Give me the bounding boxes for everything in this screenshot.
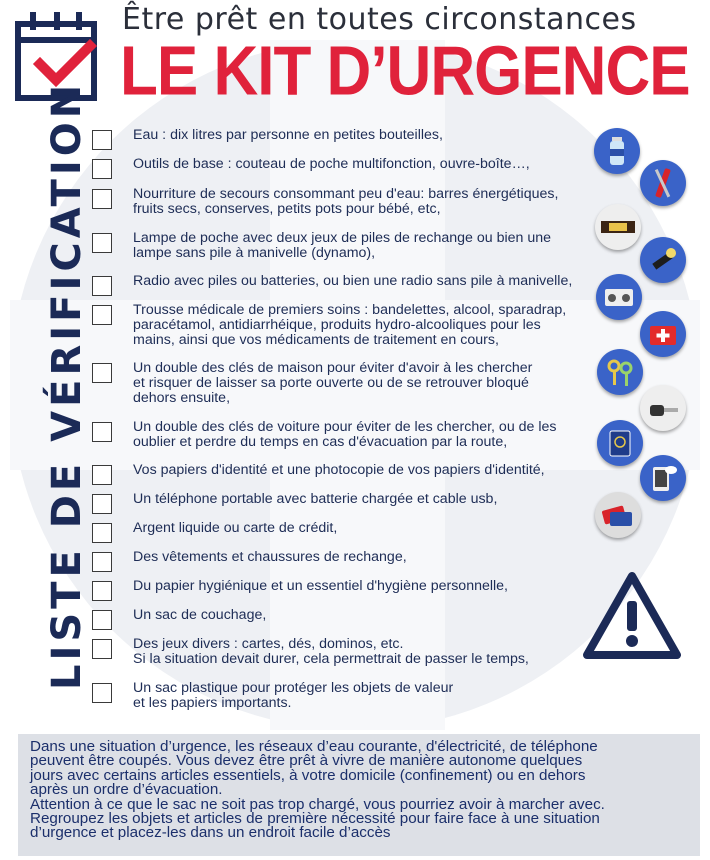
checkbox[interactable]	[92, 159, 112, 179]
multitool-knife-icon	[640, 160, 686, 206]
checkbox[interactable]	[92, 581, 112, 601]
checkbox[interactable]	[92, 494, 112, 514]
checkbox[interactable]	[92, 683, 112, 703]
checklist-item-text: Vos papiers d'identité et une photocopie de vos papiers d'identité,	[133, 462, 545, 478]
passport-icon	[597, 420, 643, 466]
checkbox[interactable]	[92, 422, 112, 442]
checkbox[interactable]	[92, 610, 112, 630]
checklist-item-text: Trousse médicale de premiers soins : bandelettes, alcool, sparadrap, paracétamol, antidiarrhéique, produits hydro-alcooliques pour les mains, ainsi que vos médicaments de traitement en cours,	[133, 302, 567, 348]
checklist-item-text: Nourriture de secours consommant peu d'eau: barres énergétiques, fruits secs, conserves, petits pots pour bébé, etc,	[133, 186, 559, 217]
checklist-item-text: Des vêtements et chaussures de rechange,	[133, 549, 407, 565]
checklist-item-text: Des jeux divers : cartes, dés, dominos, etc. Si la situation devait durer, cela permettrait de passer le temps,	[133, 636, 529, 667]
checklist-item-text: Un sac de couchage,	[133, 607, 267, 623]
water-bottle-icon	[594, 128, 640, 174]
first-aid-kit-icon	[640, 311, 686, 357]
checklist-side-label: LISTE DE VÉRIFICATION	[44, 80, 90, 690]
warning-triangle-icon	[582, 571, 682, 661]
credit-cards-icon	[595, 492, 641, 538]
checkbox[interactable]	[92, 465, 112, 485]
car-key-icon	[640, 385, 686, 431]
checkbox[interactable]	[92, 276, 112, 296]
flashlight-icon	[640, 237, 686, 283]
checkbox[interactable]	[92, 189, 112, 209]
radio-icon	[596, 274, 642, 320]
checklist-item-text: Outils de base : couteau de poche multifonction, ouvre-boîte…,	[133, 156, 530, 172]
page-subtitle: Être prêt en toutes circonstances	[122, 2, 637, 37]
checkbox[interactable]	[92, 233, 112, 253]
checklist-item-text: Un sac plastique pour protéger les objets de valeur et les papiers importants.	[133, 680, 454, 711]
energy-bar-icon	[595, 204, 641, 250]
checklist-item-text: Radio avec piles ou batteries, ou bien une radio sans pile à manivelle,	[133, 273, 573, 289]
checkbox[interactable]	[92, 639, 112, 659]
page-title: LE KIT D’URGENCE	[120, 33, 690, 111]
checklist-item-text: Argent liquide ou carte de crédit,	[133, 520, 338, 536]
checklist-item-text: Eau : dix litres par personne en petites bouteilles,	[133, 127, 443, 143]
house-keys-icon	[597, 349, 643, 395]
info-text	[30, 740, 692, 841]
checkbox[interactable]	[92, 305, 112, 325]
checklist-item-text: Un téléphone portable avec batterie chargée et cable usb,	[133, 491, 498, 507]
checkbox[interactable]	[92, 552, 112, 572]
checklist-item-text: Un double des clés de voiture pour éviter de les chercher, ou de les oublier et perdre du temps en cas d'évacuation par la route,	[133, 419, 557, 450]
info-paragraph: Attention à ce que le sac ne soit pas trop chargé, vous pourriez avoir à marcher avec. Regroupez les objets et articles de première nécessité pour faire face à une situation d’urgence et placez-les dans un endroit facile d’accès	[30, 795, 605, 842]
checkbox[interactable]	[92, 130, 112, 150]
checkbox[interactable]	[92, 523, 112, 543]
info-box	[18, 734, 700, 856]
checklist-item-text: Du papier hygiénique et un essentiel d'hygiène personnelle,	[133, 578, 508, 594]
checklist-item-text: Un double des clés de maison pour éviter d'avoir à les chercher et risquer de laisser sa porte ouverte ou de se retrouver bloqué dehors ensuite,	[133, 360, 533, 406]
info-paragraph: Dans une situation d’urgence, les réseaux d’eau courante, d'électricité, de téléphone peuvent être coupés. Vous devez être prêt à vivre de manière autonome quelques jours avec certains articles essentiels, à votre domicile (confinement) ou en dehors après un ordre d’évacuation.	[30, 738, 598, 799]
checkbox[interactable]	[92, 363, 112, 383]
smartphone-icon	[640, 455, 686, 501]
checklist-item-text: Lampe de poche avec deux jeux de piles de rechange ou bien une lampe sans pile à manivelle (dynamo),	[133, 230, 552, 261]
